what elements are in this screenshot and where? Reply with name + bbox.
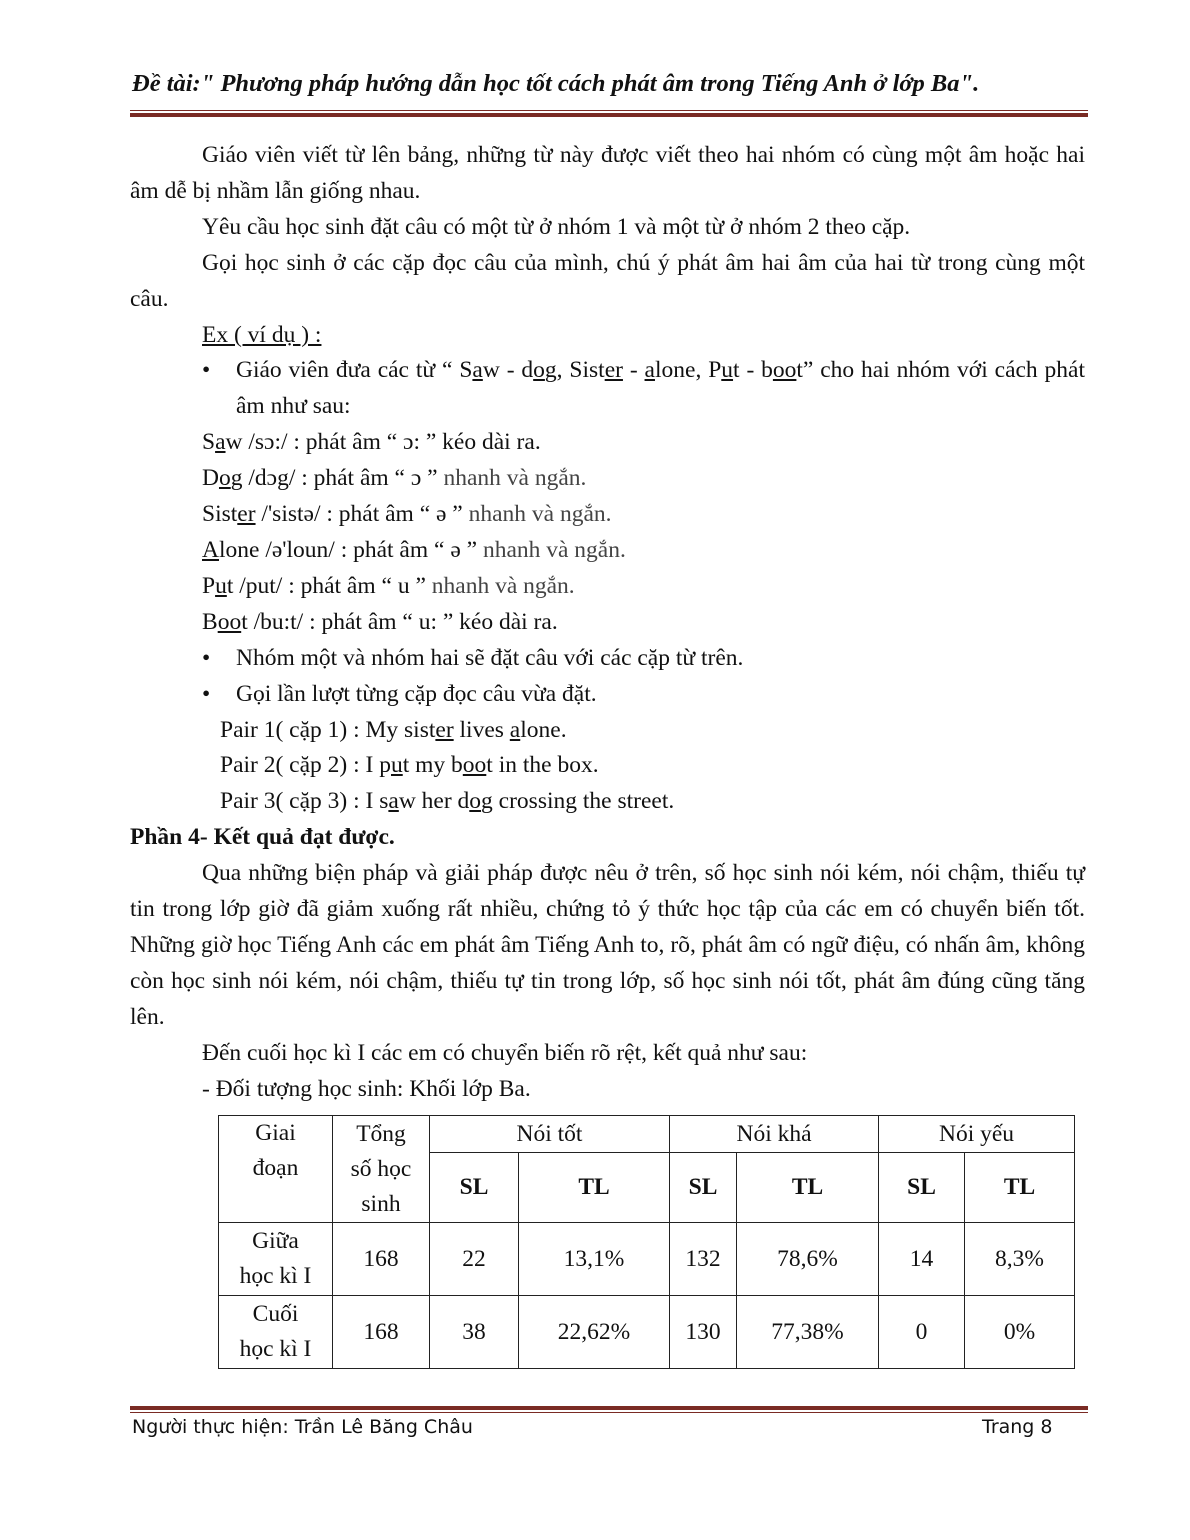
cell-fair-sl: 130 [670,1296,737,1369]
footer-rule-thick [130,1406,1088,1410]
pair-sentence: Pair 2( cặp 2) : I put my boot in the box. [220,752,599,779]
bullet-icon: • [202,644,211,671]
pair-sentence: Pair 3( cặp 3) : I saw her dog crossing the street. [220,788,675,815]
pronunciation-line: Sister /'sistə/ : phát âm “ ə ” nhanh và ngắn. [202,501,612,528]
header-tl: TL [965,1153,1075,1223]
header-sl: SL [879,1153,965,1223]
page-number: Trang 8 [982,1416,1053,1438]
paragraph-4: Qua những biện pháp và giải pháp được nêu ở trên, số học sinh nói kém, nói chậm, thiếu tự tin trong lớp giờ đã giảm xuống rất nhiều, chứng tỏ ý thức học tập của các em có chuyển biến tốt. Những giờ học Tiếng Anh các em phát âm Tiếng Anh to, rõ, phát âm có ngữ điệu, có nhấn âm, không còn học sinh nói kém, nói chậm, thiếu tự tin trong lớp, số học sinh nói tốt, phát âm đúng cũng tăng lên. [130,860,1085,1030]
footer-author: Người thực hiện: Trần Lê Băng Châu [132,1416,473,1438]
paragraph-2: Yêu cầu học sinh đặt câu có một từ ở nhóm 1 và một từ ở nhóm 2 theo cặp. [202,213,911,240]
cell-fair-tl: 77,38% [737,1296,879,1369]
pronunciation-line: Alone /ə'loun/ : phát âm “ ə ” nhanh và ngắn. [202,536,626,563]
paragraph-6: - Đối tượng học sinh: Khối lớp Ba. [202,1075,531,1102]
cell-weak-tl: 0% [965,1296,1075,1369]
bullet-item-1: • Giáo viên đưa các từ “ Saw - dog, Sister - alone, Put - boot” cho hai nhóm với cách phát âm như sau: [130,353,1085,425]
pair-sentence: Pair 1( cặp 1) : My sister lives alone. [220,716,567,743]
cell-good-sl: 22 [430,1223,519,1296]
footer-rule-thin [130,1412,1088,1413]
cell-total: 168 [333,1223,430,1296]
header-speaking-good: Nói tốt [430,1116,670,1153]
cell-good-tl: 22,62% [519,1296,670,1369]
cell-stage: Giữa học kì I [219,1223,333,1296]
header-speaking-weak: Nói yếu [879,1116,1075,1153]
header-stage: Giai đoạn [219,1116,333,1223]
header-rule-thin [130,110,1088,111]
document-title: Đề tài:" Phương pháp hướng dẫn học tốt cách phát âm trong Tiếng Anh ở lớp Ba". [132,70,980,97]
cell-good-sl: 38 [430,1296,519,1369]
header-total: Tổng số học sinh [333,1116,430,1223]
header-tl: TL [737,1153,879,1223]
bullet-item-2: • Nhóm một và nhóm hai sẽ đặt câu với các cặp từ trên. [130,641,1085,677]
pronunciation-line: Boot /bu:t/ : phát âm “ u: ” kéo dài ra. [202,608,558,635]
cell-weak-sl: 0 [879,1296,965,1369]
example-label: Ex ( ví dụ ) : [202,321,322,348]
pronunciation-line: Saw /sɔ:/ : phát âm “ ɔ: ” kéo dài ra. [202,429,541,456]
header-speaking-fair: Nói khá [670,1116,879,1153]
bullet-icon: • [202,357,211,384]
pronunciation-line: Put /put/ : phát âm “ u ” nhanh và ngắn. [202,572,575,599]
section-heading: Phần 4- Kết quả đạt được. [130,824,395,851]
page-body [130,138,1085,1107]
table-row [219,1223,1075,1296]
header-rule-thick [130,113,1088,117]
bullet-icon: • [202,680,211,707]
paragraph-5: Đến cuối học kì I các em có chuyển biến rõ rệt, kết quả như sau: [202,1039,808,1066]
paragraph-1: Giáo viên viết từ lên bảng, những từ này được viết theo hai nhóm có cùng một âm hoặc hai âm dễ bị nhầm lẫn giống nhau. [130,142,1085,204]
header-sl: SL [430,1153,519,1223]
paragraph-3: Gọi học sinh ở các cặp đọc câu của mình, chú ý phát âm hai âm của hai từ trong cùng một câu. [130,249,1085,312]
pronunciation-line: Dog /dɔg/ : phát âm “ ɔ ” nhanh và ngắn. [202,465,587,492]
cell-fair-sl: 132 [670,1223,737,1296]
table-row [219,1296,1075,1369]
table-header-row [219,1116,1075,1153]
header-sl: SL [670,1153,737,1223]
bullet-item-3: • Gọi lần lượt từng cặp đọc câu vừa đặt. [130,677,1085,713]
header-tl: TL [519,1153,670,1223]
cell-weak-sl: 14 [879,1223,965,1296]
cell-good-tl: 13,1% [519,1223,670,1296]
cell-stage: Cuối học kì I [219,1296,333,1369]
cell-total: 168 [333,1296,430,1369]
results-table [218,1115,1075,1369]
cell-fair-tl: 78,6% [737,1223,879,1296]
cell-weak-tl: 8,3% [965,1223,1075,1296]
